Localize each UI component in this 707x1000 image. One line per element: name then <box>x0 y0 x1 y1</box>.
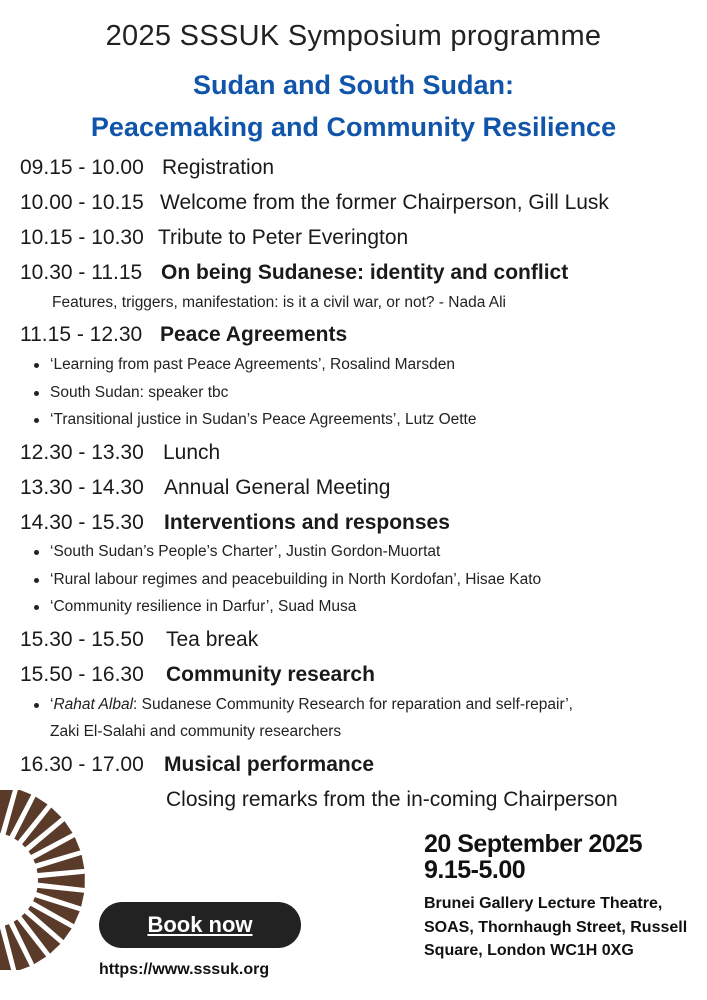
time: 10.15 - 10.30 <box>20 226 144 249</box>
session-detail: Features, triggers, manifestation: is it a civil war, or not? - Nada Ali <box>52 294 506 311</box>
schedule-row-registration <box>20 156 275 180</box>
list-item: ‘Rahat Albal: Sudanese Community Research for reparation and self-repair’, <box>50 696 573 713</box>
list-item: ‘Transitional justice in Sudan’s Peace Agreements’, Lutz Oette <box>50 411 477 428</box>
item-title: Rahat Albal <box>53 696 134 713</box>
session-label: Welcome from the former Chairperson, Gill Lusk <box>160 191 609 214</box>
schedule-row-community-research <box>20 663 375 687</box>
event-hours: 9.15-5.00 <box>424 856 526 884</box>
session-label: Community research <box>166 663 375 686</box>
session-label: Tribute to Peter Everington <box>158 226 409 249</box>
schedule-row-lunch <box>20 441 221 465</box>
time: 14.30 - 15.30 <box>20 511 144 534</box>
website-link[interactable]: https://www.sssuk.org <box>99 961 270 978</box>
schedule-row-peace-agreements <box>20 323 348 347</box>
schedule-row-interventions <box>20 511 450 535</box>
time: 15.30 - 15.50 <box>20 628 144 651</box>
session-label: Registration <box>162 156 275 179</box>
time: 10.30 - 11.15 <box>20 261 143 284</box>
time: 11.15 - 12.30 <box>20 323 143 346</box>
sunburst-decoration <box>0 790 100 970</box>
time: 15.50 - 16.30 <box>20 663 144 686</box>
schedule-row-identity <box>20 261 569 285</box>
schedule-row-tribute <box>20 226 409 250</box>
subtitle-line-1: Sudan and South Sudan: <box>193 70 514 100</box>
session-label: Tea break <box>166 628 259 651</box>
session-label: Annual General Meeting <box>164 476 391 499</box>
list-item: ‘Learning from past Peace Agreements’, Rosalind Marsden <box>50 356 455 373</box>
session-label: On being Sudanese: identity and conflict <box>161 261 569 284</box>
session-label: Musical performance <box>164 753 375 776</box>
subtitle-line-2: Peacemaking and Community Resilience <box>90 112 617 142</box>
list-item: ‘Community resilience in Darfur’, Suad Musa <box>50 598 357 615</box>
time: 10.00 - 10.15 <box>20 191 144 214</box>
list-item-continuation: Zaki El-Salahi and community researchers <box>50 723 342 740</box>
closing-remarks: Closing remarks from the in-coming Chairperson <box>166 788 618 811</box>
session-label: Peace Agreements <box>160 323 348 346</box>
schedule-row-musical <box>20 753 375 777</box>
session-label: Lunch <box>163 441 221 464</box>
session-label: Interventions and responses <box>164 511 450 534</box>
list-item: ‘South Sudan’s People’s Charter’, Justin Gordon-Muortat <box>50 543 441 560</box>
time: 12.30 - 13.30 <box>20 441 144 464</box>
sunburst-ray <box>38 874 85 888</box>
schedule-row-welcome <box>20 191 609 215</box>
schedule-row-agm <box>20 476 391 500</box>
time: 16.30 - 17.00 <box>20 753 144 776</box>
list-item: ‘Rural labour regimes and peacebuilding in North Kordofan’, Hisae Kato <box>50 571 542 588</box>
list-item: South Sudan: speaker tbc <box>50 384 229 401</box>
event-venue: Brunei Gallery Lecture Theatre, SOAS, Thornhaugh Street, Russell Square, London WC1H 0XG <box>424 895 688 959</box>
time: 13.30 - 14.30 <box>20 476 144 499</box>
schedule-row-tea-break <box>20 628 259 652</box>
event-date: 20 September 2025 <box>424 830 643 858</box>
time: 09.15 - 10.00 <box>20 156 144 179</box>
page-title: 2025 SSSUK Symposium programme <box>105 20 602 52</box>
book-now-button[interactable]: Book now <box>99 902 301 948</box>
item-text: : Sudanese Community Research for reparation and self-repair’, <box>133 696 573 713</box>
